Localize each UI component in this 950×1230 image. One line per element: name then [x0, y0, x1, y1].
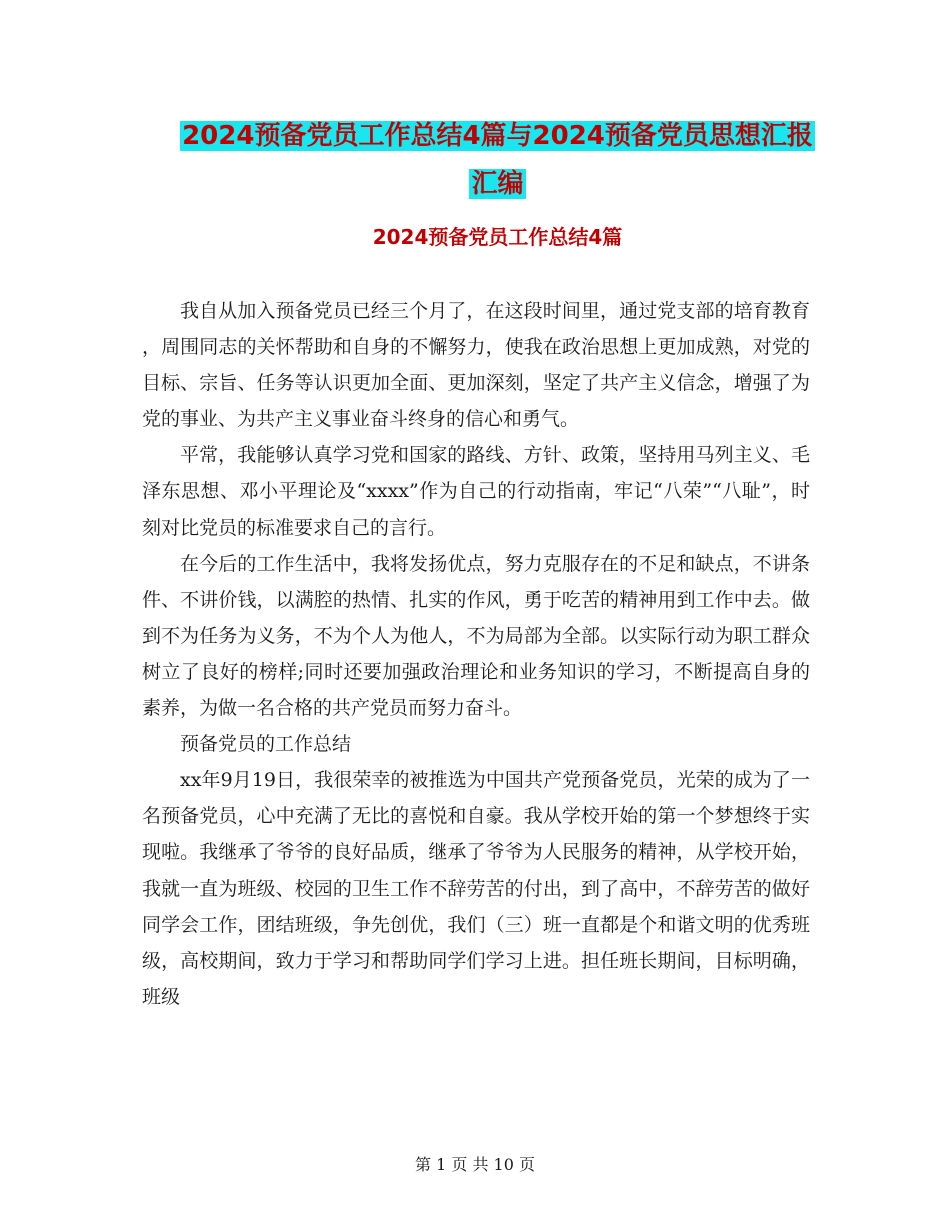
paragraph-2: 平常，我能够认真学习党和国家的路线、方针、政策，坚持用马列主义、毛泽东思想、邓小平理论及“xxxx”作为自己的行动指南，牢记“八荣”“八耻”，时刻对比党员的标准要求自己的言行。 [142, 444, 810, 539]
paragraph-4: xx年9月19日，我很荣幸的被推选为中国共产党预备党员，光荣的成为了一名预备党员，心中充满了无比的喜悦和自豪。我从学校开始的第一个梦想终于实现啦。我继承了爷爷的良好品质，继承了爷爷为人民服务的精神，从学校开始，我就一直为班级、校园的卫生工作不辞劳苦的付出，到了高中，不辞劳苦的做好同学会工作，团结班级，争先创优，我们（三）班一直都是个和谐文明的优秀班级，高校期间，致力于学习和帮助同学们学习上进。担任班长期间，目标明确，班级 [142, 769, 810, 1008]
section-heading: 2024预备党员工作总结4篇 [372, 225, 623, 249]
document-body [142, 293, 810, 1015]
document-title [140, 112, 855, 208]
paragraph-heading: 预备党员的工作总结 [180, 733, 352, 756]
paragraph-3: 在今后的工作生活中，我将发扬优点，努力克服存在的不足和缺点，不讲条件、不讲价钱，以满腔的热情、扎实的作风，勇于吃苦的精神用到工作中去。做到不为任务为义务，不为个人为他人，不为局部为全部。以实际行动为职工群众树立了良好的榜样;同时还要加强政治理论和业务知识的学习，不断提高自身的素养，为做一名合格的共产党员而努力奋斗。 [142, 552, 810, 720]
page-footer: 第 1 页 共 10 页 [415, 1155, 535, 1174]
title-line-1: 2024预备党员工作总结4篇与2024预备党员思想汇报 [182, 121, 813, 151]
title-line-2: 汇编 [471, 169, 524, 199]
paragraph-1: 我自从加入预备党员已经三个月了，在这段时间里，通过党支部的培育教育 ，周围同志的关怀帮助和自身的不懈努力，使我在政治思想上更加成熟，对党的目标、宗旨、任务等认识更加全面、更加深刻，坚定了共产主义信念，增强了为党的事业、为共产主义事业奋斗终身的信心和勇气。 [142, 300, 810, 431]
